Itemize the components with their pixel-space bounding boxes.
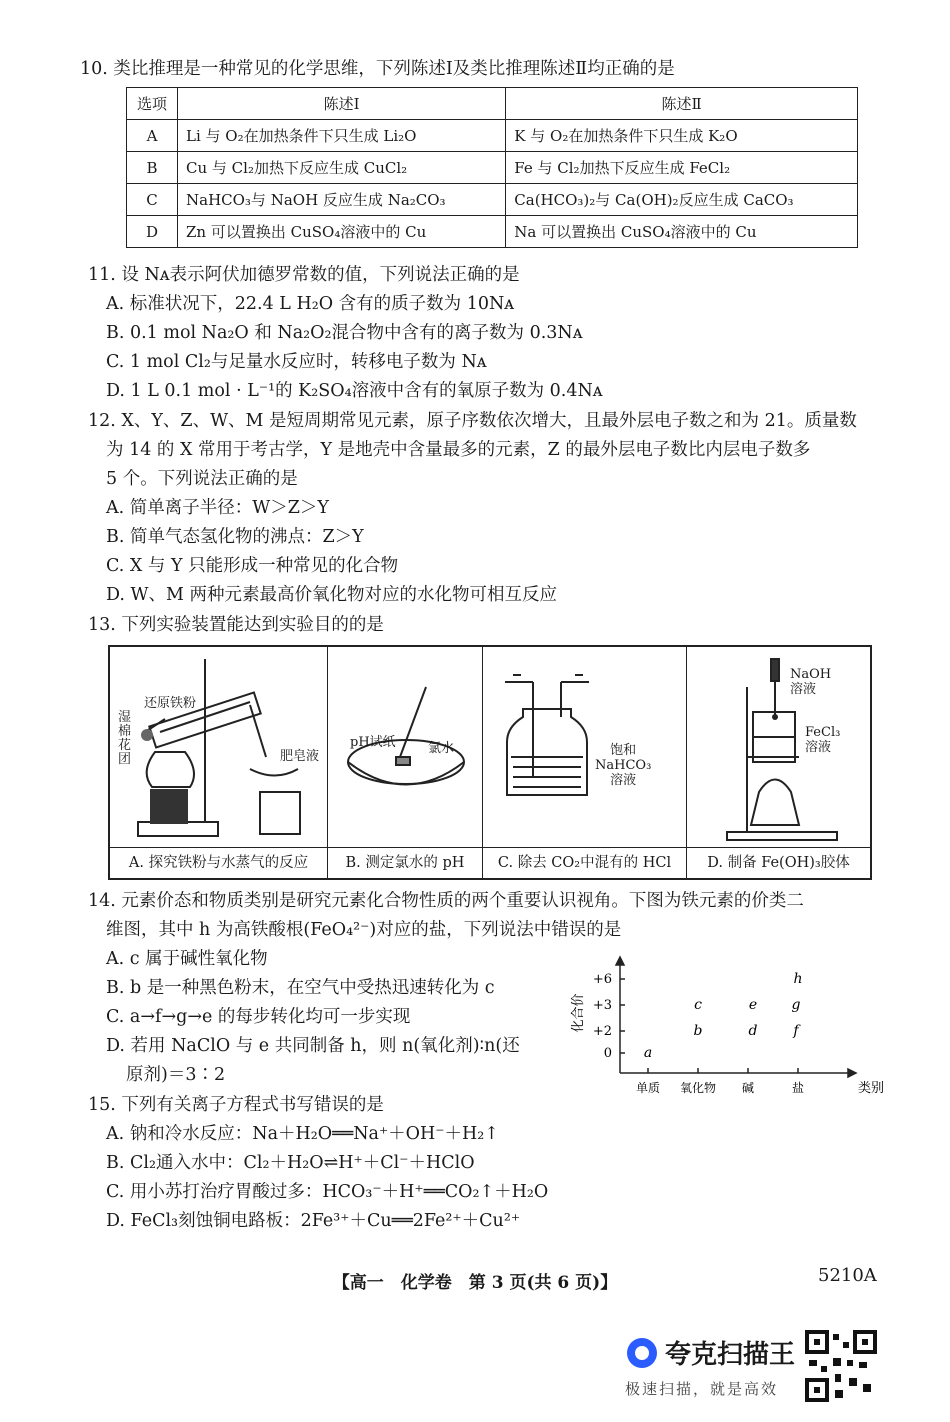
q12-option-b: B. 简单气态氢化物的沸点：Z＞Y bbox=[106, 527, 364, 547]
y-tick-label: +3 bbox=[592, 998, 612, 1013]
label-iron-powder: 还原铁粉 bbox=[144, 696, 197, 711]
brand-slogan: 极速扫描，就是高效 bbox=[625, 1380, 779, 1398]
panel-a bbox=[110, 647, 328, 878]
q12-stem-line-3: 5 个。下列说法正确的是 bbox=[106, 469, 298, 489]
quark-logo-icon bbox=[625, 1336, 659, 1370]
label-wet-cotton: 湿 棉 花 团 bbox=[118, 710, 132, 767]
q12-option-a: A. 简单离子半径：W＞Z＞Y bbox=[106, 498, 329, 518]
table-cell: K 与 O₂在加热条件下只生成 K₂O bbox=[506, 120, 858, 152]
caption-d: D. 制备 Fe(OH)₃胶体 bbox=[687, 847, 870, 878]
q13-figure bbox=[108, 645, 872, 880]
q11-option-b: B. 0.1 mol Na₂O 和 Na₂O₂混合物中含有的离子数为 0.3Nᴀ bbox=[106, 323, 583, 343]
x-tick-label: 氧化物 bbox=[679, 1081, 717, 1095]
q11-option-d: D. 1 L 0.1 mol · L⁻¹的 K₂SO₄溶液中含有的氧原子数为 0.4Nᴀ bbox=[106, 381, 603, 401]
point-label-a: a bbox=[643, 1045, 653, 1061]
table-cell: A bbox=[127, 120, 178, 152]
table-row bbox=[127, 184, 858, 216]
label-soap-solution: 肥皂液 bbox=[280, 749, 320, 764]
q11-option-a: A. 标准状况下，22.4 L H₂O 含有的质子数为 10Nᴀ bbox=[106, 294, 515, 314]
q14-option-d-cont: 原剂)＝3∶2 bbox=[126, 1065, 226, 1085]
y-tick-label: +6 bbox=[592, 972, 612, 987]
table-cell: Cu 与 Cl₂加热下反应生成 CuCl₂ bbox=[178, 152, 506, 184]
label-ph-paper: pH试纸 bbox=[350, 735, 396, 750]
label-nahco3-solution: 饱和 NaHCO₃ 溶液 bbox=[595, 743, 652, 788]
table-cell: B bbox=[127, 152, 178, 184]
q14-stem-line-2: 维图，其中 h 为高铁酸根(FeO₄²⁻)对应的盐，下列说法中错误的是 bbox=[106, 920, 622, 940]
page-footer: 【高一 化学卷 第 3 页(共 6 页)】 bbox=[332, 1273, 618, 1293]
q15-option-b: B. Cl₂通入水中：Cl₂＋H₂O⇌H⁺＋Cl⁻＋HClO bbox=[106, 1153, 475, 1173]
x-tick-label: 碱 bbox=[741, 1081, 755, 1095]
q14-option-a: A. c 属于碱性氧化物 bbox=[106, 949, 268, 969]
point-label-b: b bbox=[693, 1023, 703, 1039]
y-tick-label: +2 bbox=[592, 1024, 612, 1039]
panel-b bbox=[328, 647, 483, 878]
table-header: 陈述Ⅰ bbox=[178, 88, 506, 120]
caption-c: C. 除去 CO₂中混有的 HCl bbox=[483, 847, 686, 878]
table-header-row bbox=[127, 88, 858, 120]
q15-stem: 15. 下列有关离子方程式书写错误的是 bbox=[88, 1095, 384, 1115]
q11-stem: 11. 设 Nᴀ表示阿伏加德罗常数的值，下列说法正确的是 bbox=[88, 265, 520, 285]
table-cell: Fe 与 Cl₂加热下反应生成 FeCl₂ bbox=[506, 152, 858, 184]
q15-option-a: A. 钠和冷水反应：Na＋H₂O══Na⁺＋OH⁻＋H₂↑ bbox=[106, 1124, 499, 1144]
gas-washing-bottle bbox=[483, 647, 685, 847]
y-tick-label: 0 bbox=[603, 1046, 612, 1061]
paper-code: 5210A bbox=[818, 1265, 877, 1286]
caption-b: B. 测定氯水的 pH bbox=[328, 847, 482, 878]
panel-d bbox=[687, 647, 870, 878]
caption-a: A. 探究铁粉与水蒸气的反应 bbox=[110, 847, 327, 878]
q13-stem: 13. 下列实验装置能达到实验目的的是 bbox=[88, 615, 384, 635]
q12-option-c: C. X 与 Y 只能形成一种常见的化合物 bbox=[106, 556, 399, 576]
table-cell: C bbox=[127, 184, 178, 216]
table-row bbox=[127, 152, 858, 184]
q12-option-d: D. W、M 两种元素最高价氧化物对应的水化物可相互反应 bbox=[106, 585, 557, 605]
table-cell: D bbox=[127, 216, 178, 248]
q14-stem-line-1: 14. 元素价态和物质类别是研究元素化合物性质的两个重要认识视角。下图为铁元素的价类二 bbox=[88, 891, 804, 911]
q14-option-c: C. a→f→g→e 的每步转化均可一步实现 bbox=[106, 1007, 411, 1027]
valence-chart bbox=[560, 955, 885, 1105]
q10-stem: 10. 类比推理是一种常见的化学思维，下列陈述Ⅰ及类比推理陈述Ⅱ均正确的是 bbox=[80, 59, 675, 79]
q12-stem-line-2: 为 14 的 X 常用于考古学，Y 是地壳中含量最多的元素，Z 的最外层电子数比内层电子数多 bbox=[106, 440, 811, 460]
q12-stem-line-1: 12. X、Y、Z、W、M 是短周期常见元素，原子序数依次增大，且最外层电子数之和为 21。质量数 bbox=[88, 411, 857, 431]
point-label-h: h bbox=[793, 971, 803, 987]
table-header: 选项 bbox=[127, 88, 178, 120]
point-label-e: e bbox=[748, 997, 758, 1013]
y-axis-label: 化合价 bbox=[571, 993, 586, 1033]
qr-code-icon bbox=[805, 1330, 877, 1402]
point-label-f: f bbox=[793, 1023, 799, 1039]
point-label-g: g bbox=[791, 997, 801, 1013]
q14-option-b: B. b 是一种黑色粉末，在空气中受热迅速转化为 c bbox=[106, 978, 495, 998]
table-cell: Zn 可以置换出 CuSO₄溶液中的 Cu bbox=[178, 216, 506, 248]
x-tick-label: 单质 bbox=[635, 1081, 661, 1095]
x-axis-label: 类别 bbox=[858, 1081, 885, 1096]
q15-option-c: C. 用小苏打治疗胃酸过多：HCO₃⁻＋H⁺══CO₂↑＋H₂O bbox=[106, 1182, 549, 1202]
q10-table bbox=[126, 87, 858, 248]
x-axis-arrow bbox=[848, 1069, 856, 1077]
q15-option-d: D. FeCl₃刻蚀铜电路板：2Fe³⁺＋Cu══2Fe²⁺＋Cu²⁺ bbox=[106, 1211, 521, 1231]
table-cell: Ca(HCO₃)₂与 Ca(OH)₂反应生成 CaCO₃ bbox=[506, 184, 858, 216]
label-naoh-solution: NaOH 溶液 bbox=[790, 667, 832, 697]
y-axis-arrow bbox=[616, 957, 624, 965]
table-cell: Na 可以置换出 CuSO₄溶液中的 Cu bbox=[506, 216, 858, 248]
brand-name: 夸克扫描王 bbox=[665, 1340, 796, 1370]
label-fecl3-solution: FeCl₃ 溶液 bbox=[805, 725, 841, 755]
panel-c bbox=[483, 647, 687, 878]
colloid-apparatus bbox=[687, 647, 870, 847]
table-header: 陈述Ⅱ bbox=[506, 88, 858, 120]
table-cell: NaHCO₃与 NaOH 反应生成 Na₂CO₃ bbox=[178, 184, 506, 216]
q14-option-d: D. 若用 NaClO 与 e 共同制备 h，则 n(氧化剂)∶n(还 bbox=[106, 1036, 520, 1056]
point-label-d: d bbox=[748, 1023, 758, 1039]
point-label-c: c bbox=[694, 997, 702, 1013]
table-row bbox=[127, 216, 858, 248]
x-tick-label: 盐 bbox=[791, 1081, 805, 1095]
table-cell: Li 与 O₂在加热条件下只生成 Li₂O bbox=[178, 120, 506, 152]
q11-option-c: C. 1 mol Cl₂与足量水反应时，转移电子数为 Nᴀ bbox=[106, 352, 487, 372]
label-chlorine-water: 氯水 bbox=[428, 741, 455, 756]
table-row bbox=[127, 120, 858, 152]
